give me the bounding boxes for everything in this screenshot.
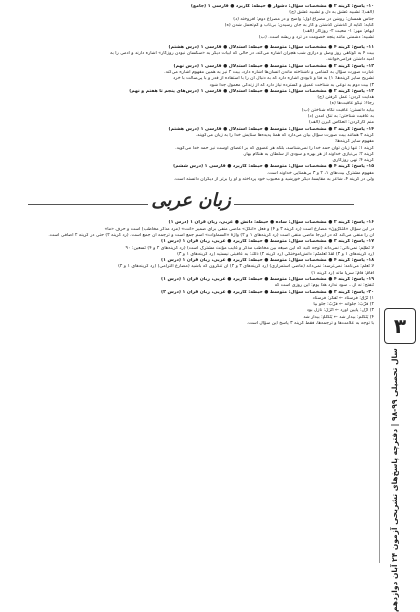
side-strip: [379, 308, 420, 612]
answer-text: هدایت کردن: عمل گرفتن (ج): [317, 95, 374, 101]
answer-text: بیت ۴ به کوتاهی روز وصل و درازی شب هجران اشاره می‌کند، در حالی که ابیات دیگر به «سکسان نبودن روزگار» اشاره دارند و آدمی را به: [110, 51, 374, 57]
answer-text: گزینه ۴: نهی روزگاری: [332, 158, 374, 164]
answer-text: تَنفتح: نه از... سود ندارد هذا یوم: این روزی است که: [274, 283, 374, 289]
answer-header: ۱۸- پاسخ: گزینه ۴ ● مشخصات سؤال: متوسط ● حیطه: کاربرد ● عربی، زبان قرآن ۱ (درس ۱): [160, 258, 374, 264]
page-number: ۳: [384, 308, 416, 344]
answer-text: ایهام: مهر: ۱- محبت ۲- روزگار (الف): [303, 29, 374, 35]
answer-text: لا تَعلَم: می‌نامد: نمی‌ترسد: نمی‌داند (ماضی استمراری) (رد گزینه‌های ۳ و ۲) آن تنکرون که باشید (مضارع التزامی) (رد گزینه‌های ۱ و ۲): [118, 264, 374, 270]
answer-text: آن را منفی می‌کند که در این‌جا ماضی منفی است (رد گزینه‌های ۱ و ۲) واژهٔ «السماوات» اسم جمع است و ترجمه آن جمع است. (رد گزینه ۲) حتی در گزینه ۲ اضافی است.: [48, 232, 374, 238]
answer-text: رجاء: نیکو عاقبت‌ها (ه): [329, 101, 374, 107]
answer-text: عبارت صورت سؤال به گمنامی و ناشناخته ماندن انسان‌ها اشاره دارد، بیت ۲ نیز به همین مفهوم اشاره می‌کند.: [164, 69, 374, 75]
answer-text: ۳) أَزْل: پایین آورد ← أَنْزَلَ: نازل بود: [306, 308, 374, 314]
section-title: زبان عربی: [151, 190, 231, 212]
answer-text: گزینه ۲: بی‌نیازی خداوند از هر بهره و سودی از سلطان به هنگام بهار.: [242, 151, 374, 157]
answer-header: ۱۹- پاسخ: گزینه ۴ ● مشخصات سؤال: متوسط ● حیطه: کاربرد ● عربی، زبان قرآن ۱ (درس ۱): [160, 276, 374, 282]
answer-text: تشبیه: دشمنی مانند پنجه خصومت در ترد و ربشه است. (ب): [258, 35, 374, 41]
answer-text: جناس همسان: روشن در مصراع اول: واضح و در مصراع دوم: افروخته (د): [233, 16, 374, 22]
answer-text: بیاید دانستن: عاقبت نگاه شناختن (ب): [301, 107, 374, 113]
answer-header: ۱۰- پاسخ: گزینه ۲ ● مشخصات سؤال: دشوار ● حیطه: کاربرد ● فارسی ۱ (جامع): [190, 4, 374, 9]
answer-text: ۱) ثُرِّق: فرستاد ← تَفكِّر: فرستاد: [312, 295, 374, 301]
answer-text: أَقامَ: قامَ: سرپا ماند (رد گزینه ۱): [311, 270, 374, 276]
answer-text: ۴) يَتَكَلَّم: بيدار شد ← يَتَكَلَّمُ: بيدار شد: [303, 314, 374, 320]
answer-text: کنایه: کنایه از گذشتن گذشتن و کار به جان رسیدن: بی‌تاب و کم‌تحمل شدن (ه): [224, 22, 374, 28]
answer-text: ۲) قَرَّبَ: جلوانه ← قَرَّبُ: جلو بیا: [313, 302, 374, 308]
answer-header: ۱۶- پاسخ: گزینه ۲ ● مشخصات سؤال: ساده ● حیطه: دانش ● عربی، زبان قرآن ۱ (درس ۱): [168, 220, 374, 226]
answer-content: [8, 4, 374, 560]
answer-text: منم کارگردن: انعکاس گیرن (الف): [308, 120, 374, 126]
answer-header: ۱۵- پاسخ: گزینه ۴ ● مشخصات سؤال: متوسط ● حیطه: کاربرد ● فارسی ۱ (درس ششم): [173, 164, 374, 170]
side-caption: سال تحصیلی ۹۹-۹۸ | دفترچه پاسخ‌های تشریحی آزمون ۲۴ آبان دوازدهم: [390, 348, 399, 612]
answer-header: ۲۰- پاسخ: گزینه ۳ ● مشخصات سؤال: متوسط ● حیطه: کاربرد ● عربی، زبان قرآن ۱ (درس ۲): [160, 289, 374, 295]
answer-text: (رد گزینه‌های ۱ و ۳) لَقَدْ تَعلّمتُم: دانش‌آموختگی (رد گزینه ۲) ذٰلكَ: به عاقبتی نیستید (رد گزینه‌های ۱ و ۳): [177, 251, 374, 257]
answer-header: ۱۷- پاسخ: گزینه ۳ ● مشخصات سؤال: متوسط ● حیطه: کاربرد ● عربی، زبان قرآن ۱ (درس ۱): [160, 239, 374, 245]
answer-text: به عاقبت شناختن: به تنگ آمدن (د): [307, 114, 374, 120]
answer-text: ۳) بیت دوم به نوعی به شناخت عمیق و گسترده نیاز دارد که از زندگی معمول جدا شود: [209, 82, 374, 88]
answer-text: گزینه ۳ همانند بیت صورت سؤال بیان می‌دارد که همهٔ پدیده‌ها ستایش خدا را به زبان می‌گویند.: [195, 132, 374, 138]
banner-divider: [234, 204, 354, 205]
answer-text: امید داشتن فرامی‌خوانند.: [326, 57, 374, 63]
answer-header: ۱۴- پاسخ: گزینه ۳ ● مشخصات سؤال: متوسط ● حیطه: استدلال ● فارسی ۱ (درس هشتم): [168, 126, 374, 132]
section-banner: [8, 186, 374, 220]
answer-header: ۱۱- پاسخ: گزینه ۴ ● مشخصات سؤال: متوسط ● حیطه: استدلال ● فارسی ۱ (درس هشتم): [168, 44, 374, 50]
answer-text: ولی در گزینه ۴، شاعر به مقایسهٔ دیگر خورشید و محبوب خود پرداخته و او را برتر از دیگران دانسته است.: [173, 177, 374, 183]
answer-text: در این سؤال «مُنَكَّرُونَ» مضارع است (رد گزینه ۳ و ۴) و فعل «أنكَلَ» ماضی منفی برای ضمیر «أنت» (مرد مذکر مخاطب) است و حرف «ما»: [104, 226, 374, 232]
answer-text: تشریح سایر گزینه‌ها: ۱) به فنا و نابودی اشاره دارد که به دنبال آن را با استفاده از قدر و با پی‌سالت با خرد: [173, 76, 374, 82]
answer-text: مفهوم مشترک بیت‌های ۱، ۲ و ۳ بی‌همتایی خداوند است.: [266, 170, 374, 176]
answer-text: لا تَظلِم: نمی‌ناتی: نمی‌داند (توجه کنید که این صیغه بین مخاطب مذکر و غایب مؤنث مشترک است) (رد گزینه‌های ۲ و ۴) ثَسعین: ۹۰: [125, 245, 374, 251]
banner-divider: [28, 204, 148, 205]
answer-text: (الف): تشبیه عشق به دل و تشبیه عشق (ج): [289, 10, 374, 16]
answer-header: ۱۲- پاسخ: گزینه ۲ ● مشخصات سؤال: متوسط ● حیطه: استدلال ● فارسی ۱ (درس نهم): [173, 63, 374, 69]
answer-text: مفهوم سایر گزینه‌ها:: [334, 139, 374, 145]
answer-header: ۱۳- پاسخ: گزینه ۲ ● مشخصات سؤال: متوسط ● حیطه: استدلال ● فارسی ۱ (درس‌های پنجم تا هفتم و نهم): [129, 88, 374, 94]
answer-text: گزینه ۱: تنها زبان توان حمد خدا را نمی‌شناسد، بلکه هر عضوی که بر اعضای اوست نیز حمد خدا می‌گوید.: [175, 145, 374, 151]
answer-text: با توجه به علامت‌ها و ترجمه‌ها، فقط گزینه ۳ پاسخ این سؤال است.: [246, 321, 374, 327]
